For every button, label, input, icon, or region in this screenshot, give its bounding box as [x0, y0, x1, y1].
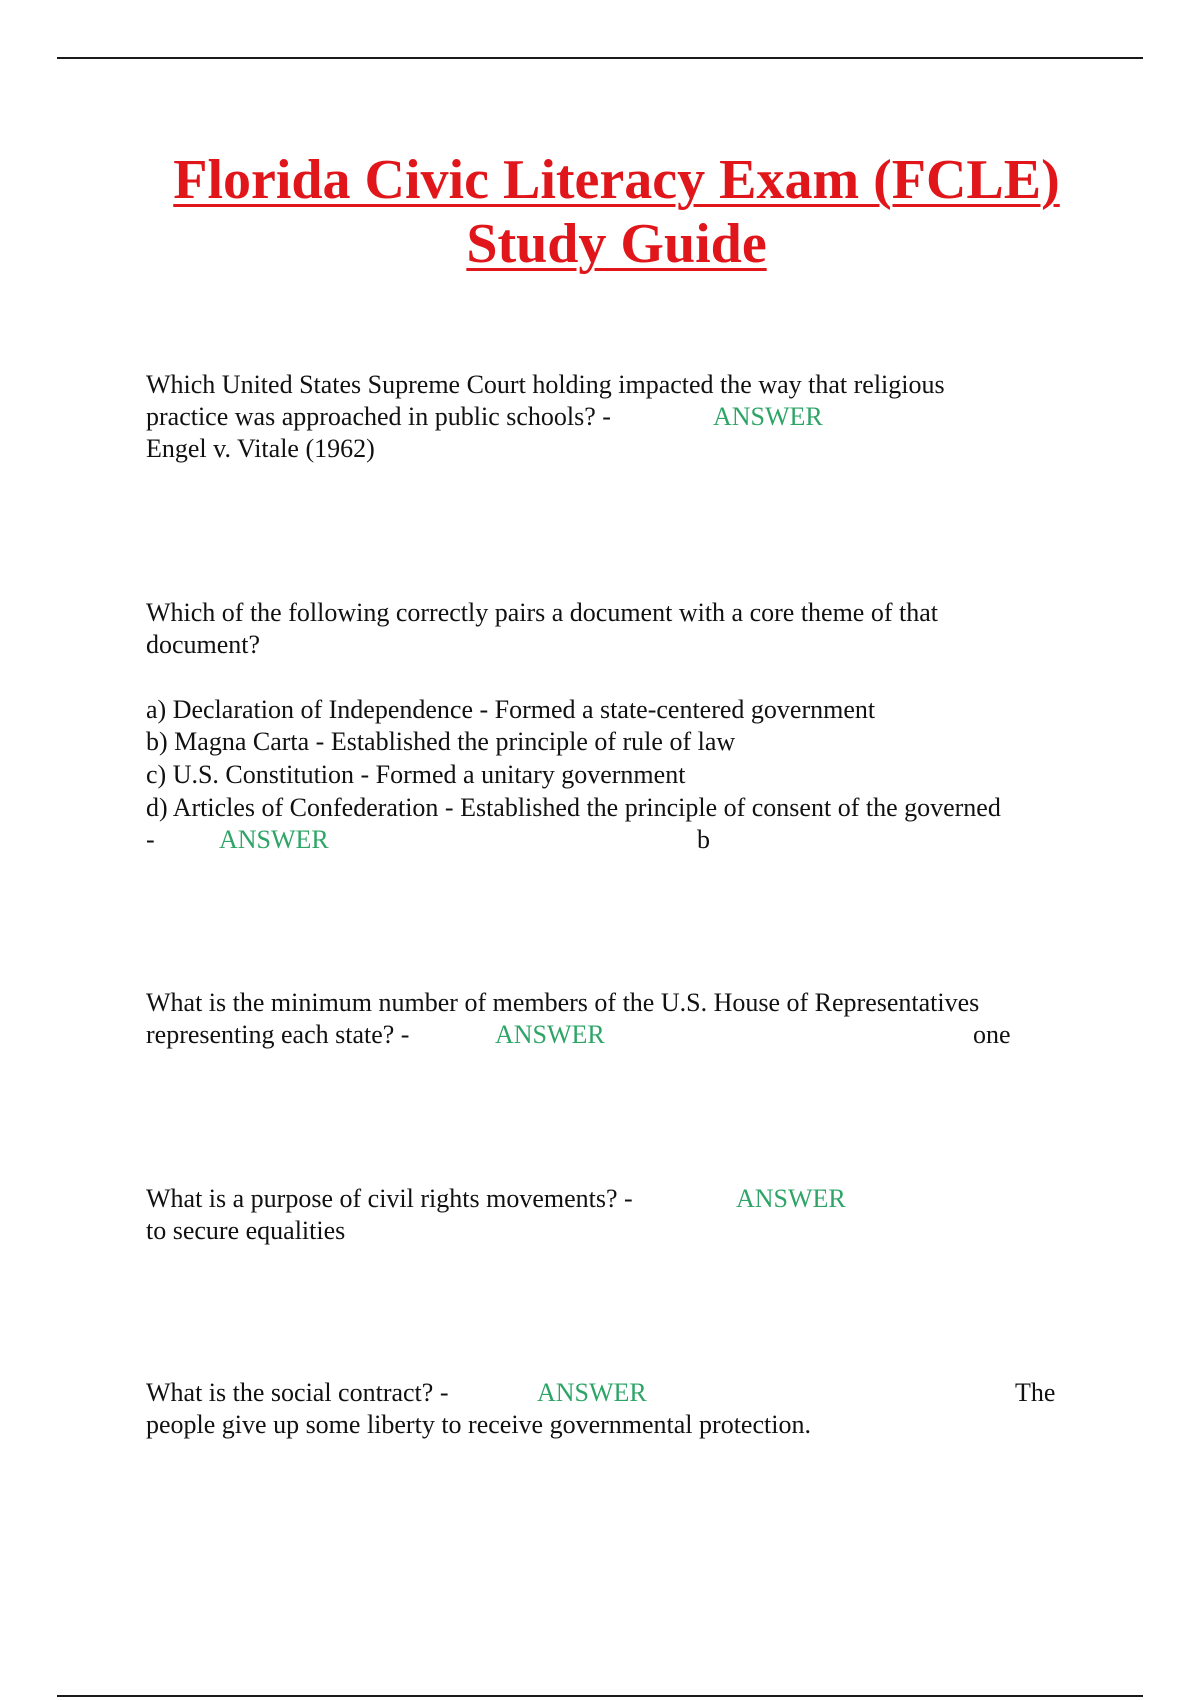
question-2-option-a: a) Declaration of Independence - Formed a state-centered government	[146, 695, 876, 724]
question-2-option-c: c) U.S. Constitution - Formed a unitary government	[146, 760, 686, 789]
answer-3-text: one	[973, 1020, 1011, 1049]
question-2-text-line-1: Which of the following correctly pairs a document with a core theme of that	[146, 598, 938, 627]
answer-5-text: people give up some liberty to receive governmental protection.	[146, 1410, 811, 1439]
question-5-text-line-1: What is the social contract? -	[146, 1378, 449, 1407]
bottom-rule	[57, 1695, 1143, 1697]
document-title-line-2: Study Guide	[466, 213, 767, 275]
answer-label-4: ANSWER	[736, 1184, 846, 1213]
question-2-text-line-2: document?	[146, 630, 261, 659]
document-title-line-1: Florida Civic Literacy Exam (FCLE)	[173, 149, 1060, 211]
answer-label-3: ANSWER	[495, 1020, 605, 1049]
question-2-option-b: b) Magna Carta - Established the principle of rule of law	[146, 727, 736, 756]
question-2-option-d: d) Articles of Confederation - Established the principle of consent of the governed	[146, 793, 1001, 822]
answer-1-text: Engel v. Vitale (1962)	[146, 434, 375, 463]
question-2-dash: -	[146, 825, 155, 854]
answer-2-text: b	[697, 825, 710, 854]
answer-label-1: ANSWER	[713, 402, 823, 431]
question-1-text-line-2: practice was approached in public schools? -	[146, 402, 611, 431]
answer-label-2: ANSWER	[219, 825, 329, 854]
question-1-text-line-1: Which United States Supreme Court holding impacted the way that religious	[146, 370, 945, 399]
answer-4-text: to secure equalities	[146, 1216, 346, 1245]
answer-label-5: ANSWER	[537, 1378, 647, 1407]
question-4-text-line-1: What is a purpose of civil rights movements? -	[146, 1184, 633, 1213]
question-3-text-line-1: What is the minimum number of members of the U.S. House of Representatives	[146, 988, 980, 1017]
top-rule	[57, 57, 1143, 59]
answer-5-lead-text: The	[1015, 1378, 1056, 1407]
question-3-text-line-2: representing each state? -	[146, 1020, 410, 1049]
